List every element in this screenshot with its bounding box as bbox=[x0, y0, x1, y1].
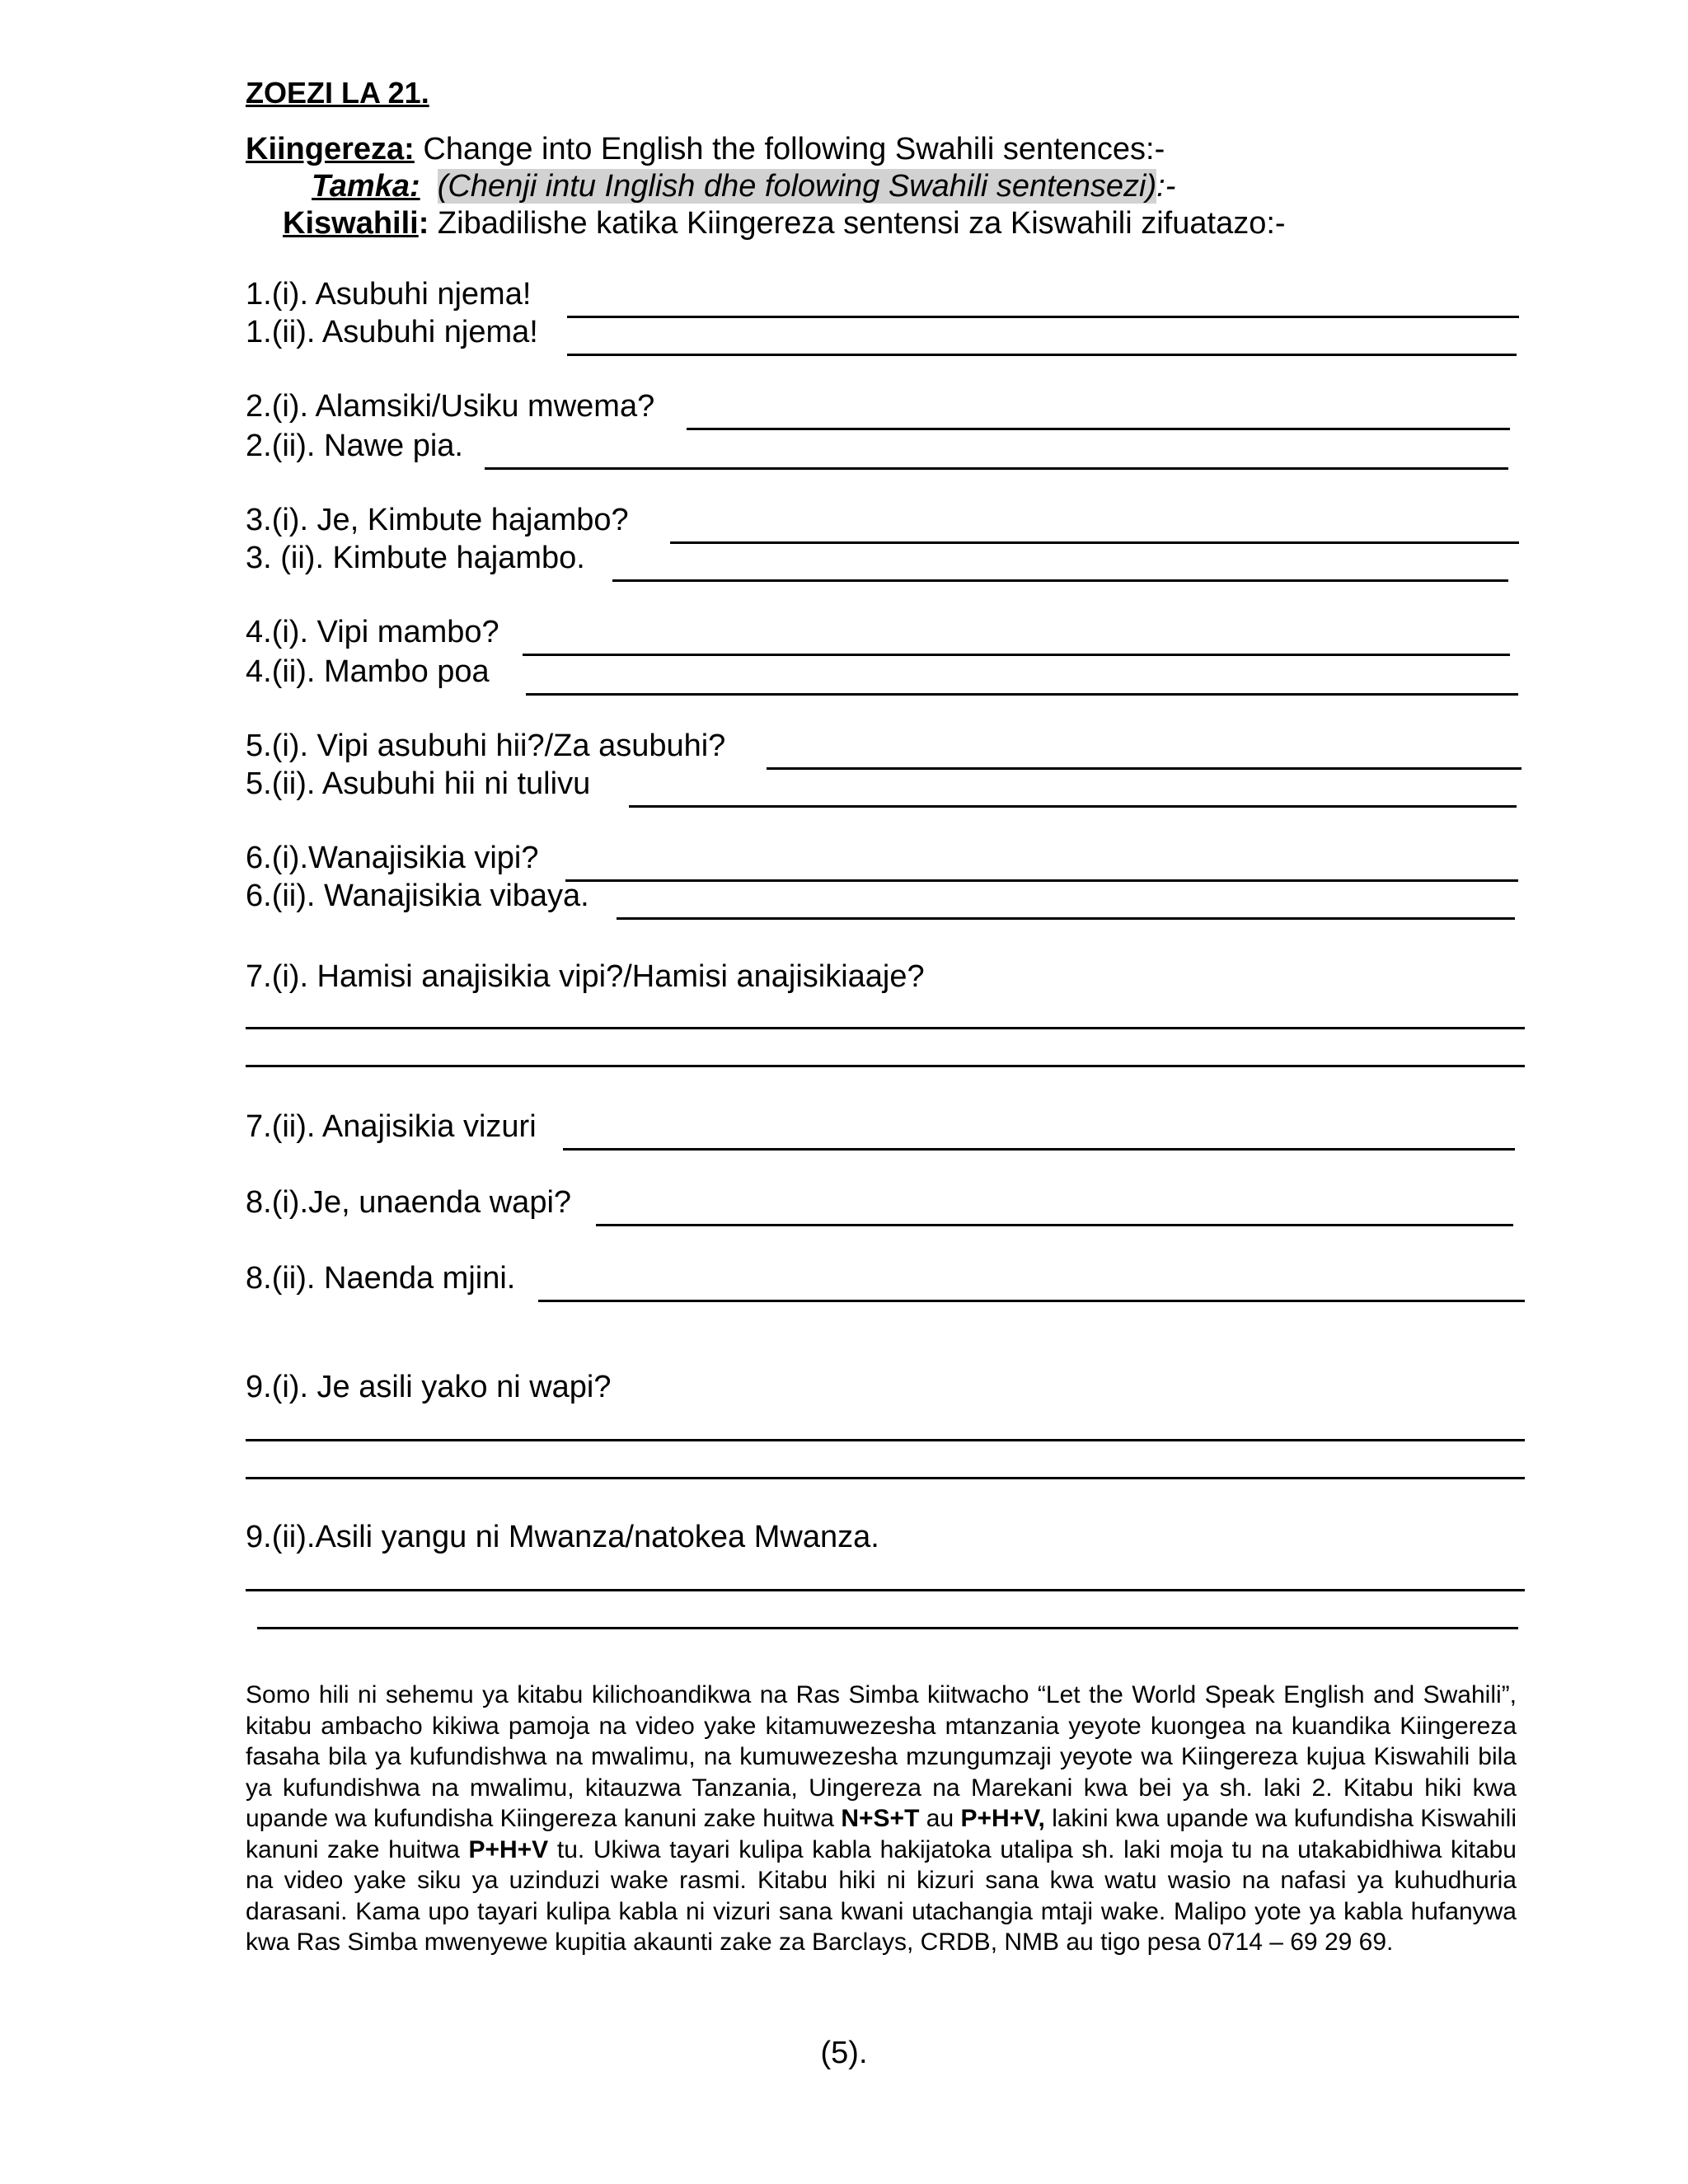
exercise-text-9ii: 9.(ii).Asili yangu ni Mwanza/natokea Mwanza. bbox=[246, 1520, 879, 1554]
exercise-row-5i bbox=[246, 727, 1522, 770]
exercise-text: 8.(ii). Naenda mjini. bbox=[246, 1261, 516, 1296]
exercise-text: 2.(ii). Nawe pia. bbox=[246, 429, 463, 463]
instruction-english-text: Change into English the following Swahili sentences:- bbox=[414, 132, 1165, 166]
exercise-text: 1.(i). Asubuhi njema! bbox=[246, 277, 532, 312]
instruction-english-label: Kiingereza: bbox=[246, 132, 415, 166]
answer-line[interactable] bbox=[629, 805, 1517, 808]
exercise-row-3ii bbox=[246, 539, 1508, 582]
footer-formula-2: P+H+V, bbox=[960, 1805, 1045, 1832]
footer-formula-1: N+S+T bbox=[841, 1805, 920, 1832]
exercise-row-2ii bbox=[246, 427, 1508, 470]
exercise-row-1i bbox=[246, 275, 1519, 318]
exercise-text: 3. (ii). Kimbute hajambo. bbox=[246, 541, 585, 575]
instruction-swahili-text: Zibadilishe katika Kiingereza sentensi za Kiswahili zifuatazo:- bbox=[429, 206, 1286, 241]
exercise-text: 2.(i). Alamsiki/Usiku mwema? bbox=[246, 389, 655, 424]
answer-line[interactable] bbox=[257, 1627, 1518, 1629]
exercise-text: 4.(i). Vipi mambo? bbox=[246, 615, 499, 649]
instruction-tamka-label: Tamka: bbox=[312, 169, 420, 204]
answer-line[interactable] bbox=[485, 467, 1508, 470]
answer-line[interactable] bbox=[563, 1148, 1515, 1151]
exercise-row-1ii bbox=[246, 313, 1517, 356]
exercise-row-8ii bbox=[246, 1259, 1525, 1302]
page-number: (5). bbox=[820, 2036, 868, 2070]
exercise-text-7i: 7.(i). Hamisi anajisikia vipi?/Hamisi anajisikiaaje? bbox=[246, 959, 925, 994]
exercise-text: 6.(ii). Wanajisikia vibaya. bbox=[246, 879, 589, 913]
exercise-row-6i bbox=[246, 839, 1518, 882]
footer-text-3: lakini kwa upande wa kufundisha Kiswahili kanuni zake huitwa bbox=[246, 1805, 1517, 1863]
answer-line[interactable] bbox=[526, 693, 1518, 696]
instruction-english bbox=[246, 130, 1165, 168]
instruction-tamka-text: (Chenji intu Inglish dhe folowing Swahili sentensezi) bbox=[437, 169, 1157, 204]
footer-formula-3: P+H+V bbox=[468, 1835, 549, 1863]
exercise-row-5ii bbox=[246, 765, 1517, 808]
page-title: ZOEZI LA 21. bbox=[246, 76, 429, 110]
exercise-text-9i: 9.(i). Je asili yako ni wapi? bbox=[246, 1370, 612, 1404]
instruction-swahili-label: Kiswahili bbox=[283, 206, 419, 241]
exercise-text: 4.(ii). Mambo poa bbox=[246, 654, 490, 689]
exercise-row-4i bbox=[246, 613, 1510, 656]
exercise-text: 7.(ii). Anajisikia vizuri bbox=[246, 1109, 537, 1144]
instruction-tamka bbox=[312, 167, 1175, 205]
exercise-row-2i bbox=[246, 387, 1510, 430]
footer-text-1: Somo hili ni sehemu ya kitabu kilichoandikwa na Ras Simba kiitwacho “Let the World Speak English and Swahili”, kitabu ambacho kikiwa pamoja na video yake kitamuwezesha mtanzania yeyote kuongea na kuandika Kiingereza fasaha bila ya kufundishwa na mwalimu, na kumuwezesha mzungumzaji yeyote wa Kiingereza kujua Kiswahili bila ya kufundishwa na mwalimu, kitauzwa Tanzania, Uingereza na Marekani kwa bei ya sh. laki 2. Kitabu hiki kwa upande wa kufundisha Kiingereza kanuni zake huitwa bbox=[246, 1681, 1517, 1832]
exercise-row-8i bbox=[246, 1183, 1513, 1226]
exercise-text: 3.(i). Je, Kimbute hajambo? bbox=[246, 503, 629, 537]
footer-text-2: au bbox=[919, 1805, 961, 1832]
exercise-text: 8.(i).Je, unaenda wapi? bbox=[246, 1185, 572, 1220]
footer-text-4: tu. Ukiwa tayari kulipa kabla hakijatoka utalipa sh. laki moja tu na utakabidhiwa kitabu na video yake siku ya uzinduzi wake rasmi. Kitabu hiki ni kizuri sana kwa watu wasio na nafasi ya kuhudhuria darasani. Kama upo tayari kulipa kabla ni vizuri sana kwani utachangia mtaji wake. Malipo yote ya kabla hufanywa kwa Ras Simba mwenyewe kupitia akaunti zake za Barclays, CRDB, NMB au tigo pesa 0714 – 69 29 69. bbox=[246, 1835, 1517, 1956]
answer-line[interactable] bbox=[246, 1065, 1525, 1067]
answer-line[interactable] bbox=[246, 1477, 1525, 1479]
exercise-row-7ii bbox=[246, 1108, 1515, 1151]
answer-line[interactable] bbox=[612, 579, 1508, 582]
instruction-tamka-suffix: :- bbox=[1156, 169, 1176, 204]
answer-line[interactable] bbox=[596, 1224, 1513, 1226]
footer-note bbox=[246, 1680, 1517, 1958]
answer-line[interactable] bbox=[617, 917, 1515, 920]
exercise-row-6ii bbox=[246, 877, 1515, 920]
exercise-text: 5.(ii). Asubuhi hii ni tulivu bbox=[246, 766, 591, 801]
exercise-row-4ii bbox=[246, 653, 1518, 696]
exercise-row-3i bbox=[246, 501, 1519, 544]
answer-line[interactable] bbox=[246, 1589, 1525, 1591]
answer-line[interactable] bbox=[567, 354, 1517, 356]
exercise-text: 6.(i).Wanajisikia vipi? bbox=[246, 841, 539, 875]
answer-line[interactable] bbox=[246, 1027, 1525, 1029]
instruction-swahili-colon: : bbox=[418, 206, 429, 241]
exercise-text: 1.(ii). Asubuhi njema! bbox=[246, 315, 538, 349]
answer-line[interactable] bbox=[246, 1439, 1525, 1441]
instruction-swahili bbox=[283, 204, 1286, 242]
exercise-text: 5.(i). Vipi asubuhi hii?/Za asubuhi? bbox=[246, 729, 726, 763]
answer-line[interactable] bbox=[538, 1300, 1525, 1302]
